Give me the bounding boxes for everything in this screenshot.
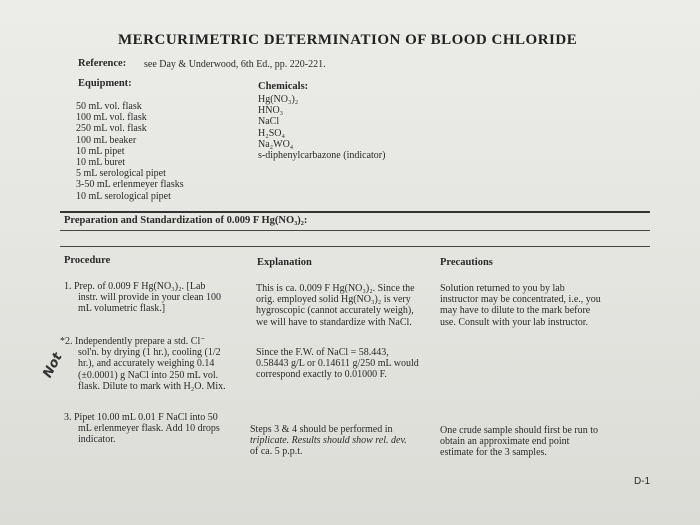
procedure-line: 3. Pipet 10.00 mL 0.01 F NaCl into 50: [64, 412, 218, 423]
explanation-line: This is ca. 0.009 F Hg(NO₃)₂. Since the: [256, 283, 415, 294]
reference-label: Reference:: [78, 58, 127, 69]
page-number: D-1: [634, 476, 651, 487]
explanation-line: we will have to standardize with NaCl.: [256, 316, 412, 328]
equipment-item: 100 mL vol. flask: [76, 112, 147, 124]
chemical-item: Na₂WO₄: [258, 138, 294, 150]
step-3-precautions: [440, 425, 598, 459]
handwritten-note: Not: [40, 350, 66, 381]
explanation-line: orig. employed solid Hg(NO₃)₂ is very: [256, 294, 411, 306]
precaution-line: instructor may be concentrated, i.e., you: [440, 294, 601, 306]
procedure-line: mL volumetric flask.]: [78, 303, 166, 315]
precaution-line: estimate for the 3 samples.: [440, 447, 547, 459]
explanation-line: hygroscopic (cannot accurately weigh),: [256, 305, 414, 317]
equipment-item: 10 mL pipet: [76, 145, 125, 157]
section-title: Preparation and Standardization of 0.009 F Hg(NO₃)₂:: [64, 215, 308, 226]
divider-line: [60, 230, 650, 231]
divider-line: [60, 246, 650, 247]
chemical-item: s-diphenylcarbazone (indicator): [258, 150, 386, 162]
equipment-item: 5 mL serological pipet: [76, 168, 166, 180]
precaution-line: may have to dilute to the mark before: [440, 305, 591, 317]
document-title: MERCURIMETRIC DETERMINATION OF BLOOD CHLORIDE: [118, 32, 578, 48]
explanation-line: Steps 3 & 4 should be performed in: [250, 424, 393, 435]
chemicals-list: [258, 94, 385, 161]
chemical-item: H₂SO₄: [258, 127, 285, 139]
equipment-item: 10 mL serological pipet: [76, 190, 171, 202]
divider-line: [60, 211, 650, 213]
step-1-explanation: [256, 283, 415, 328]
equipment-item: 250 mL vol. flask: [76, 123, 147, 135]
procedure-line: sol'n. by drying (1 hr.), cooling (1/2: [78, 347, 221, 359]
procedure-line: indicator.: [78, 434, 116, 446]
procedure-line: *2. Independently prepare a std. Cl⁻: [60, 336, 206, 347]
chemical-item: HNO₃: [258, 105, 284, 117]
reference-text: see Day & Underwood, 6th Ed., pp. 220-221.: [144, 59, 326, 70]
procedure-line: hr.), and accurately weighing 0.14: [78, 358, 215, 370]
precaution-line: Solution returned to you by lab: [440, 283, 565, 294]
equipment-list: [76, 101, 184, 202]
procedure-line: (±0.0001) g NaCl into 250 mL vol.: [78, 369, 219, 381]
procedure-line: mL erlenmeyer flask. Add 10 drops: [78, 423, 220, 435]
explanation-line: triplicate. Results should show rel. dev.: [250, 435, 407, 447]
procedure-line: flask. Dilute to mark with H₂O. Mix.: [78, 380, 226, 392]
explanation-line: 0.58443 g/L or 0.14611 g/250 mL would: [256, 358, 419, 370]
column-header-procedure: Procedure: [64, 255, 111, 266]
precaution-line: One crude sample should first be run to: [440, 425, 599, 436]
procedure-line: 1. Prep. of 0.009 F Hg(NO₃)₂. [Lab: [64, 281, 206, 292]
chemicals-label: Chemicals:: [258, 81, 309, 92]
equipment-label: Equipment:: [78, 78, 132, 89]
equipment-item: 10 mL buret: [76, 157, 126, 169]
step-3-procedure: [64, 412, 220, 446]
procedure-line: instr. will provide in your clean 100: [78, 292, 222, 304]
column-header-explanation: Explanation: [257, 257, 312, 268]
chemical-item: Hg(NO₃)₂: [258, 94, 299, 105]
precaution-line: use. Consult with your lab instructor.: [440, 316, 589, 328]
explanation-line: correspond exactly to 0.01000 F.: [256, 369, 387, 381]
step-1-precautions: [440, 283, 601, 328]
precaution-line: obtain an approximate end point: [440, 436, 570, 448]
equipment-item: 50 mL vol. flask: [76, 101, 142, 112]
step-1-procedure: [64, 281, 221, 315]
equipment-item: 3-50 mL erlenmeyer flasks: [76, 179, 184, 191]
column-header-precautions: Precautions: [440, 257, 493, 268]
chemical-item: NaCl: [258, 116, 280, 128]
equipment-item: 100 mL beaker: [76, 134, 137, 146]
explanation-line: Since the F.W. of NaCl = 58.443,: [256, 347, 389, 358]
step-2-explanation: [256, 347, 419, 381]
step-2-procedure: [60, 336, 226, 392]
explanation-line: of ca. 5 p.p.t.: [250, 446, 303, 458]
step-3-explanation: [250, 424, 407, 458]
